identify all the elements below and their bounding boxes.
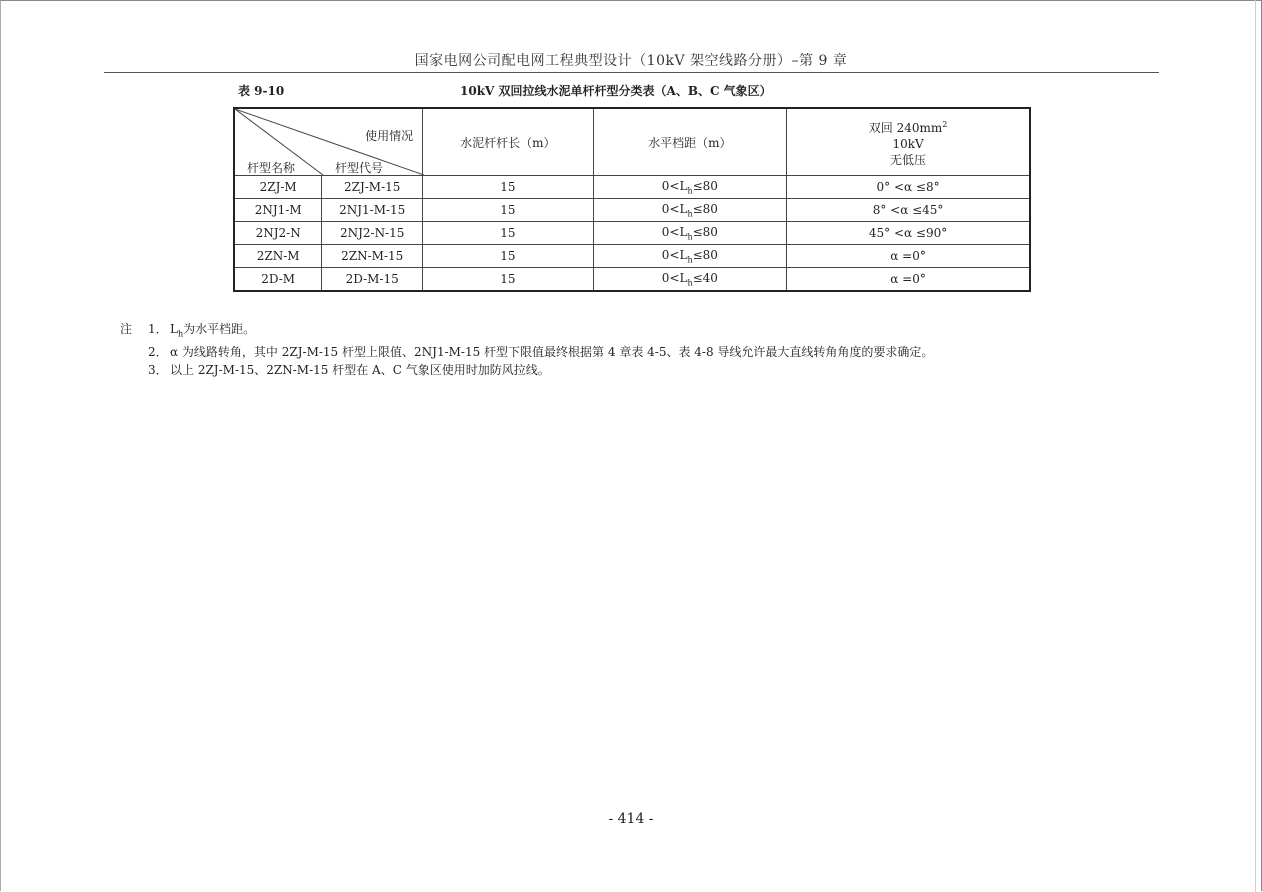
diag-label-pole-name: 杆型名称 — [247, 161, 296, 175]
cell-span — [593, 245, 787, 268]
col-header-usage — [787, 108, 1030, 176]
cell-angle: 0° <α ≤8° — [787, 176, 1030, 199]
note-number: 1． — [148, 322, 168, 336]
note-text — [170, 320, 255, 343]
span-sub: h — [687, 278, 693, 288]
usage-line3: 无低压 — [890, 152, 927, 167]
cell-pole-code: 2ZN-M-15 — [322, 245, 423, 268]
cell-pole-name: 2NJ1-M — [234, 199, 322, 222]
note-symbol-sub: h — [177, 329, 184, 339]
diag-label-pole-code: 杆型代号 — [335, 161, 384, 175]
diagonal-header-cell — [234, 108, 423, 176]
cell-length: 15 — [423, 268, 594, 292]
note-number: 3． — [148, 363, 168, 378]
cell-angle: α =0° — [787, 245, 1030, 268]
usage-sup: 2 — [942, 119, 948, 129]
note-body: 以上 2ZJ-M-15、2ZN-M-15 杆型在 A、C 气象区使用时加防风拉线。 — [170, 363, 550, 378]
note-body: 为水平档距。 — [183, 322, 256, 336]
span-pre: 0<L — [661, 201, 688, 216]
page-number: - 414 - — [608, 811, 654, 827]
cell-angle: 45° <α ≤90° — [787, 222, 1030, 245]
table-number: 表 9-10 — [238, 84, 285, 98]
note-item — [120, 361, 933, 379]
note-number: 2． — [148, 345, 168, 360]
span-sub: h — [687, 186, 693, 196]
running-header: 国家电网公司配电网工程典型设计（10kV 架空线路分册）–第 9 章 — [414, 53, 848, 69]
note-symbol: L — [170, 322, 178, 336]
span-pre: 0<L — [661, 270, 688, 285]
span-post: ≤80 — [692, 201, 718, 216]
col-header-length: 水泥杆杆长（m） — [423, 108, 594, 176]
cell-span — [593, 222, 787, 245]
span-sub: h — [687, 255, 693, 265]
table-row — [234, 222, 1030, 245]
table-title: 10kV 双回拉线水泥单杆杆型分类表（A、B、C 气象区） — [460, 84, 772, 98]
span-post: ≤80 — [692, 178, 718, 193]
cell-pole-code: 2ZJ-M-15 — [322, 176, 423, 199]
cell-pole-name: 2D-M — [234, 268, 322, 292]
header-rule — [104, 72, 1159, 73]
table-row — [234, 245, 1030, 268]
table-row — [234, 176, 1030, 199]
note-body: α 为线路转角，其中 2ZJ-M-15 杆型上限值、2NJ1-M-15 杆型下限值最终根据第 4 章表 4-5、表 4-8 导线允许最大直线转角角度的要求确定。 — [170, 345, 934, 360]
usage-line2: 10kV — [892, 136, 924, 151]
span-post: ≤80 — [692, 224, 718, 239]
pole-type-table — [233, 107, 1031, 292]
cell-span — [593, 268, 787, 292]
cell-length: 15 — [423, 245, 594, 268]
span-sub: h — [687, 209, 693, 219]
cell-pole-code: 2NJ1-M-15 — [322, 199, 423, 222]
cell-span — [593, 199, 787, 222]
table-header-row — [234, 108, 1030, 176]
span-pre: 0<L — [661, 224, 688, 239]
span-pre: 0<L — [661, 247, 688, 262]
notes-section — [120, 320, 933, 379]
notes-lead: 注 — [120, 322, 133, 336]
span-post: ≤40 — [692, 270, 718, 285]
span-pre: 0<L — [661, 178, 688, 193]
page-edge-rule — [1255, 0, 1256, 892]
col-header-span: 水平档距（m） — [593, 108, 787, 176]
span-post: ≤80 — [692, 247, 718, 262]
cell-span — [593, 176, 787, 199]
usage-line1: 双回 240mm — [868, 120, 943, 135]
diag-label-usage: 使用情况 — [365, 129, 414, 143]
table-row — [234, 268, 1030, 292]
cell-angle: 8° <α ≤45° — [787, 199, 1030, 222]
cell-pole-code: 2NJ2-N-15 — [322, 222, 423, 245]
cell-pole-code: 2D-M-15 — [322, 268, 423, 292]
cell-length: 15 — [423, 199, 594, 222]
cell-pole-name: 2ZJ-M — [234, 176, 322, 199]
cell-pole-name: 2NJ2-N — [234, 222, 322, 245]
note-item — [120, 343, 933, 361]
cell-pole-name: 2ZN-M — [234, 245, 322, 268]
cell-length: 15 — [423, 176, 594, 199]
cell-length: 15 — [423, 222, 594, 245]
note-item — [120, 320, 933, 343]
span-sub: h — [687, 232, 693, 242]
cell-angle: α =0° — [787, 268, 1030, 292]
table-row — [234, 199, 1030, 222]
